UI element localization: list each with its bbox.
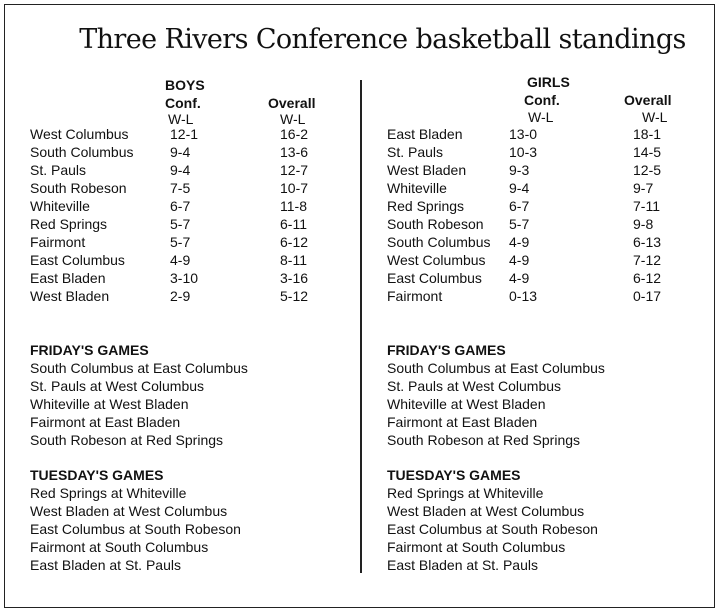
conference-record: 9-4 [170,144,191,160]
team-name: Red Springs [387,198,465,214]
team-name: St. Pauls [387,144,444,160]
team-name: South Columbus [387,234,491,250]
team-name: East Columbus [387,270,482,286]
conference-record: 2-9 [170,288,191,304]
conference-record: 4-9 [509,252,530,268]
overall-record: 18-1 [633,126,662,142]
game-item: West Bladen at West Columbus [387,503,585,519]
conference-record: 9-4 [509,180,530,196]
game-item: Fairmont at East Bladen [30,414,181,430]
game-item: Fairmont at South Columbus [387,539,566,555]
game-item: Fairmont at South Columbus [30,539,209,555]
overall-record: 6-13 [633,234,662,250]
game-item: West Bladen at West Columbus [30,503,228,519]
game-item: South Robeson at Red Springs [30,432,224,448]
conference-record: 13-0 [509,126,538,142]
boys-overall-header: Overall [268,95,316,111]
conference-record: 5-7 [170,216,191,232]
team-name: South Columbus [30,144,134,160]
overall-record: 10-7 [280,180,309,196]
game-item: East Bladen at St. Pauls [30,557,181,573]
page-title: Three Rivers Conference basketball standings [79,24,686,55]
overall-record: 7-11 [633,198,660,214]
team-name: West Columbus [30,126,129,142]
girls-standings-row [387,125,707,143]
girls-overall-header: Overall [624,92,672,108]
boys-standings-row [30,215,350,233]
boys-standings-row [30,287,350,305]
boys-standings-row [30,179,350,197]
conference-record: 4-9 [509,270,530,286]
game-item: South Robeson at Red Springs [387,432,581,448]
game-item: South Columbus at East Columbus [30,360,248,376]
boys-standings-table [30,125,350,305]
conference-record: 10-3 [509,144,538,160]
girls-standings-table [387,125,707,305]
overall-record: 9-7 [633,180,654,196]
overall-record: 5-12 [280,288,309,304]
conference-record: 6-7 [170,198,191,214]
conference-record: 4-9 [170,252,191,268]
girls-standings-row [387,143,707,161]
girls-tuesday-games [387,466,598,574]
boys-tuesday-heading: TUESDAY'S GAMES [30,467,164,483]
boys-overall-wl-header: W-L [280,111,306,127]
girls-conf-wl-header: W-L [528,109,554,125]
girls-standings-row [387,215,707,233]
conference-record: 9-3 [509,162,530,178]
conference-record: 7-5 [170,180,191,196]
girls-standings-row [387,287,707,305]
overall-record: 12-7 [280,162,309,178]
girls-standings-row [387,233,707,251]
boys-standings-row [30,125,350,143]
game-item: Whiteville at West Bladen [30,396,189,412]
team-name: Whiteville [387,180,447,196]
girls-friday-heading: FRIDAY'S GAMES [387,342,506,358]
conference-record: 0-13 [509,288,538,304]
conference-record: 6-7 [509,198,530,214]
girls-tuesday-heading: TUESDAY'S GAMES [387,467,521,483]
team-name: East Bladen [387,126,463,142]
boys-conf-header: Conf. [165,95,201,111]
boys-standings-row [30,251,350,269]
game-item: South Columbus at East Columbus [387,360,605,376]
girls-standings-row [387,179,707,197]
team-name: South Robeson [387,216,484,232]
girls-label: GIRLS [527,74,570,90]
boys-standings-row [30,161,350,179]
team-name: East Columbus [30,252,125,268]
game-item: Red Springs at Whiteville [30,485,187,501]
overall-record: 12-5 [633,162,662,178]
conference-record: 3-10 [170,270,199,286]
team-name: South Robeson [30,180,127,196]
team-name: Fairmont [30,234,86,250]
overall-record: 6-12 [633,270,662,286]
conference-record: 12-1 [170,126,199,142]
overall-record: 16-2 [280,126,309,142]
game-item: Whiteville at West Bladen [387,396,546,412]
team-name: Fairmont [387,288,443,304]
overall-record: 11-8 [280,198,307,214]
team-name: West Bladen [387,162,467,178]
overall-record: 14-5 [633,144,662,160]
girls-standings-row [387,197,707,215]
team-name: West Columbus [387,252,486,268]
overall-record: 13-6 [280,144,309,160]
game-item: Red Springs at Whiteville [387,485,544,501]
game-item: St. Pauls at West Columbus [30,378,205,394]
column-divider [360,80,362,573]
overall-record: 0-17 [633,288,662,304]
game-item: St. Pauls at West Columbus [387,378,562,394]
team-name: St. Pauls [30,162,87,178]
girls-friday-games [387,341,605,449]
boys-friday-heading: FRIDAY'S GAMES [30,342,149,358]
boys-conf-wl-header: W-L [168,111,194,127]
game-item: Fairmont at East Bladen [387,414,538,430]
boys-standings-row [30,143,350,161]
team-name: West Bladen [30,288,110,304]
girls-overall-wl-header: W-L [642,109,668,125]
game-item: East Columbus at South Robeson [30,521,241,537]
team-name: East Bladen [30,270,106,286]
overall-record: 9-8 [633,216,654,232]
girls-standings-row [387,161,707,179]
overall-record: 8-11 [280,252,307,268]
conference-record: 5-7 [509,216,530,232]
game-item: East Bladen at St. Pauls [387,557,538,573]
overall-record: 6-12 [280,234,309,250]
overall-record: 3-16 [280,270,309,286]
game-item: East Columbus at South Robeson [387,521,598,537]
conference-record: 4-9 [509,234,530,250]
boys-friday-games [30,341,248,449]
boys-tuesday-games [30,466,241,574]
boys-label: BOYS [165,77,205,93]
conference-record: 5-7 [170,234,191,250]
boys-standings-row [30,197,350,215]
girls-standings-row [387,251,707,269]
team-name: Red Springs [30,216,108,232]
overall-record: 6-11 [280,216,307,232]
boys-standings-row [30,269,350,287]
girls-standings-row [387,269,707,287]
girls-conf-header: Conf. [524,92,560,108]
conference-record: 9-4 [170,162,191,178]
boys-standings-row [30,233,350,251]
overall-record: 7-12 [633,252,662,268]
team-name: Whiteville [30,198,90,214]
